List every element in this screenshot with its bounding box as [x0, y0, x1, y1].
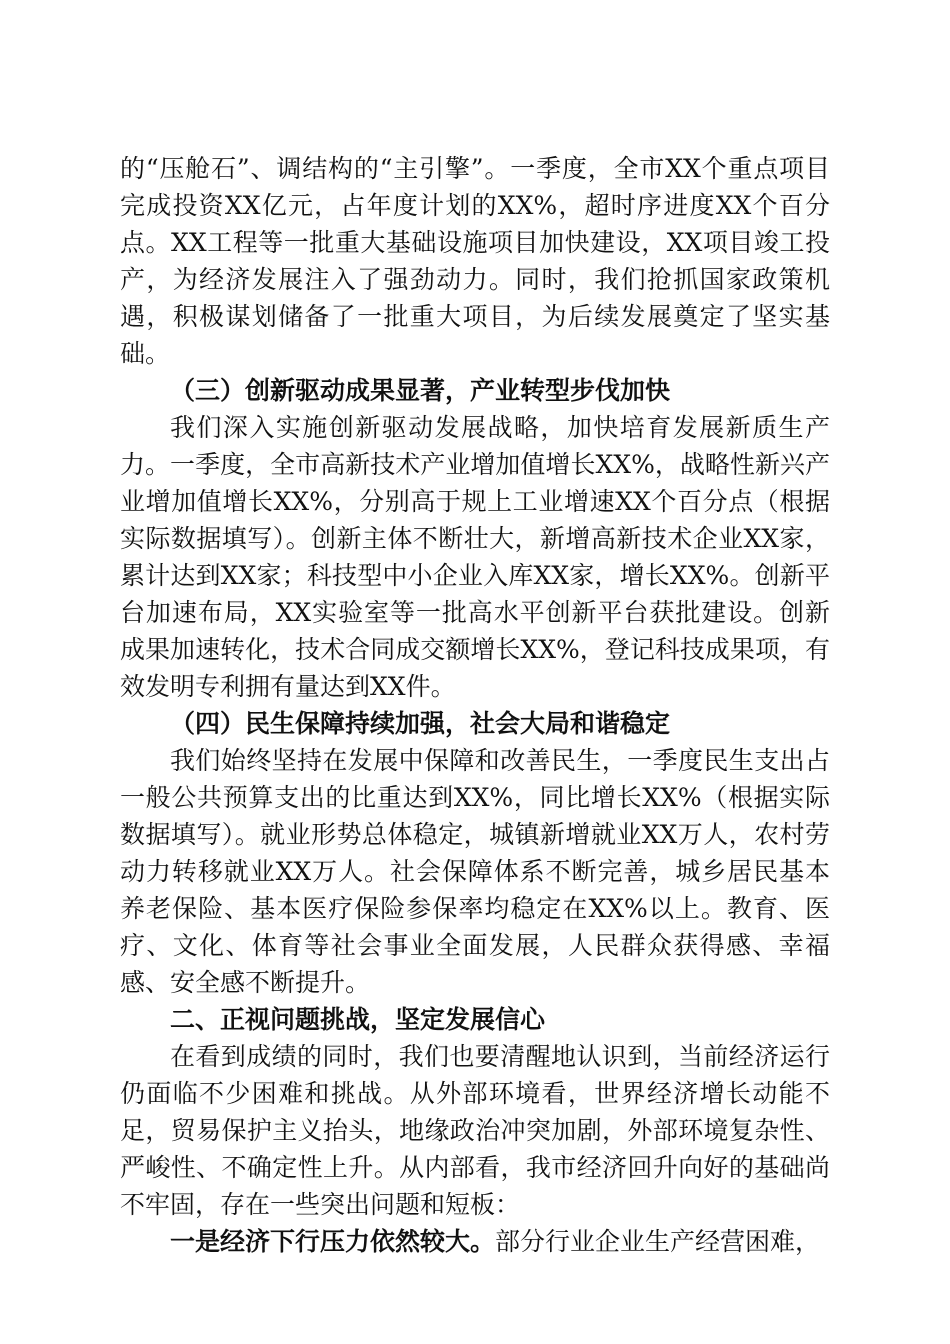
section-heading-livelihood: （四）民生保障持续加强，社会大局和谐稳定	[170, 709, 671, 738]
paragraph-lead-bold: 一是经济下行压力依然较大。	[170, 1227, 496, 1256]
chapter-heading-challenges: 二、正视问题挑战，坚定发展信心	[170, 1005, 546, 1034]
section-heading-innovation: （三）创新驱动成果显著，产业转型步伐加快	[170, 376, 671, 405]
paragraph-innovation: 我们深入实施创新驱动发展战略，加快培育发展新质生产力。一季度，全市高新技术产业增加值增长XX%，战略性新兴产业增加值增长XX%，分别高于规上工业增速XX个百分点（根据实际数据填写）。创新主体不断壮大，新增高新技术企业XX家，累计达到XX家；科技型中小企业入库XX家，增长XX%。创新平台加速布局，XX实验室等一批高水平创新平台获批建设。创新成果加速转化，技术合同成交额增长XX%，登记科技成果项，有效发明专利拥有量达到XX件。	[120, 413, 830, 701]
paragraph-challenges: 在看到成绩的同时，我们也要清醒地认识到，当前经济运行仍面临不少困难和挑战。从外部环境看，世界经济增长动能不足，贸易保护主义抬头，地缘政治冲突加剧，外部环境复杂性、严峻性、不确定性上升。从内部看，我市经济回升向好的基础尚不牢固，存在一些突出问题和短板：	[120, 1042, 830, 1219]
paragraph-pressure	[120, 1223, 830, 1260]
paragraph-livelihood: 我们始终坚持在发展中保障和改善民生，一季度民生支出占一般公共预算支出的比重达到XX%，同比增长XX%（根据实际数据填写）。就业形势总体稳定，城镇新增就业XX万人，农村劳动力转移就业XX万人。社会保障体系不断完善，城乡居民基本养老保险、基本医疗保险参保率均稳定在XX%以上。教育、医疗、文化、体育等社会事业全面发展，人民群众获得感、幸福感、安全感不断提升。	[120, 746, 830, 997]
paragraph-lead-rest: 部分行业企业生产经营困难，	[495, 1227, 821, 1256]
paragraph-investment: 的“压舱石”、调结构的“主引擎”。一季度，全市XX个重点项目完成投资XX亿元，占年度计划的XX%，超时序进度XX个百分点。XX工程等一批重大基础设施项目加快建设，XX项目竣工投产，为经济发展注入了强劲动力。同时，我们抢抓国家政策机遇，积极谋划储备了一批重大项目，为后续发展奠定了坚实基础。	[120, 154, 830, 368]
document-page	[120, 150, 830, 1260]
